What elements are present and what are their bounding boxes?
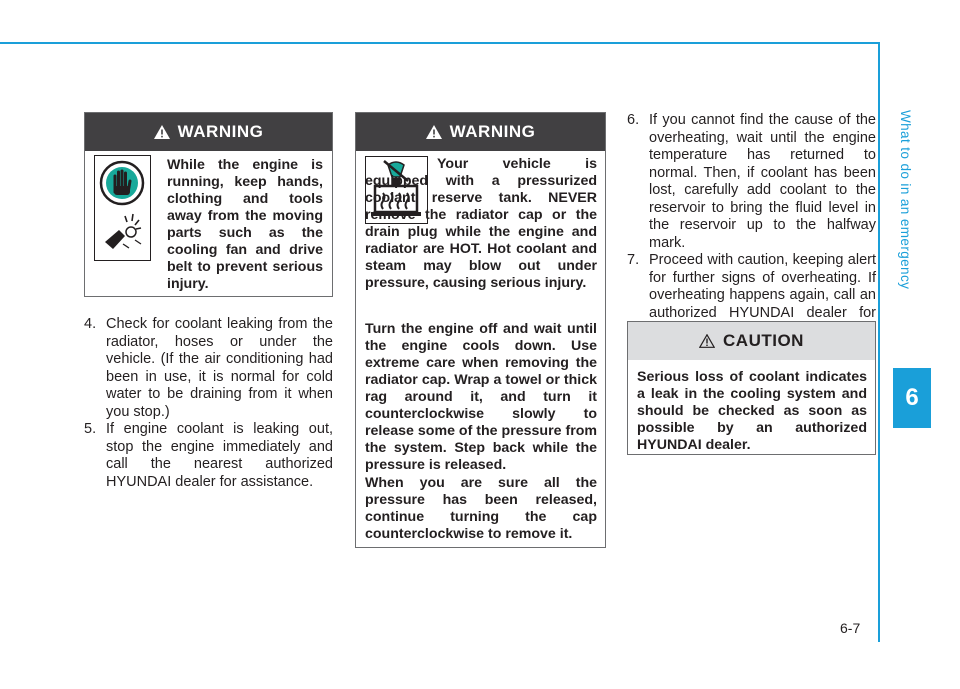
top-rule [0,42,878,44]
list-item: 6. If you cannot find the cause of the overheating, wait until the engine temperature has returned to normal. Then, if coolant has been lost, carefully add coolant to the reservoir to bring the fluid level in the reservoir up to the halfway mark. [627,112,876,251]
page-number: 6-7 [840,620,861,636]
warning-label: WARNING [449,122,536,141]
warning-text: While the engine is running, keep hands, clothing and tools away from the moving parts such as the cooling fan and drive belt to prevent serious injury. [167,157,323,292]
caution-triangle-icon [699,334,715,348]
warning-header [356,113,605,151]
caution-box [627,321,876,455]
list-item: 5. If engine coolant is leaking out, stop the engine immediately and call the nearest authorized HYUNDAI dealer for assistance. [84,421,333,490]
steps-left [84,316,333,491]
side-rule [878,42,880,642]
chapter-tab: 6 [893,368,931,428]
list-item: 7. Proceed with caution, keeping alert for further signs of overheating. If overheating happens again, call an authorized HYUNDAI dealer for [627,252,876,321]
list-item: 4. Check for coolant leaking from the radiator, hoses or under the vehicle. (If the air conditioning had been in use, it is normal for cold water to be draining from it when you stop.) [84,316,333,420]
warning-text-intro: Your vehicle is equipped with a pressurized coolant reserve tank. NEVER remove the radiator cap or the drain plug while the engine and radiator are HOT. Hot coolant and steam may blow out under pressure, causing serious injury. [365,156,597,291]
caution-label: CAUTION [723,331,804,350]
hand-hazard-icon [94,155,151,261]
warning-box-fan [84,112,333,297]
warning-box-radiator [355,112,606,548]
steps-right [627,112,876,340]
caution-text: Serious loss of coolant indicates a leak in the cooling system and should be checked as soon as possible by an authorized HYUNDAI dealer. [637,369,867,453]
warning-triangle-icon [426,125,442,139]
section-title: What to do in an emergency [898,110,913,290]
warning-text-procedure: Turn the engine off and wait until the engine cools down. Use extreme care when removing the radiator cap. Wrap a towel or thick rag around it, and turn it counterclockwise slowly to release some of the pressure from the system. Step back while the pressure is released. [365,321,597,473]
warning-text-finish: When you are sure all the pressure has been released, continue turning the cap counterclockwise to remove it. [365,475,597,542]
warning-label: WARNING [177,122,264,141]
warning-header [85,113,332,151]
caution-header [628,322,875,360]
warning-triangle-icon [154,125,170,139]
